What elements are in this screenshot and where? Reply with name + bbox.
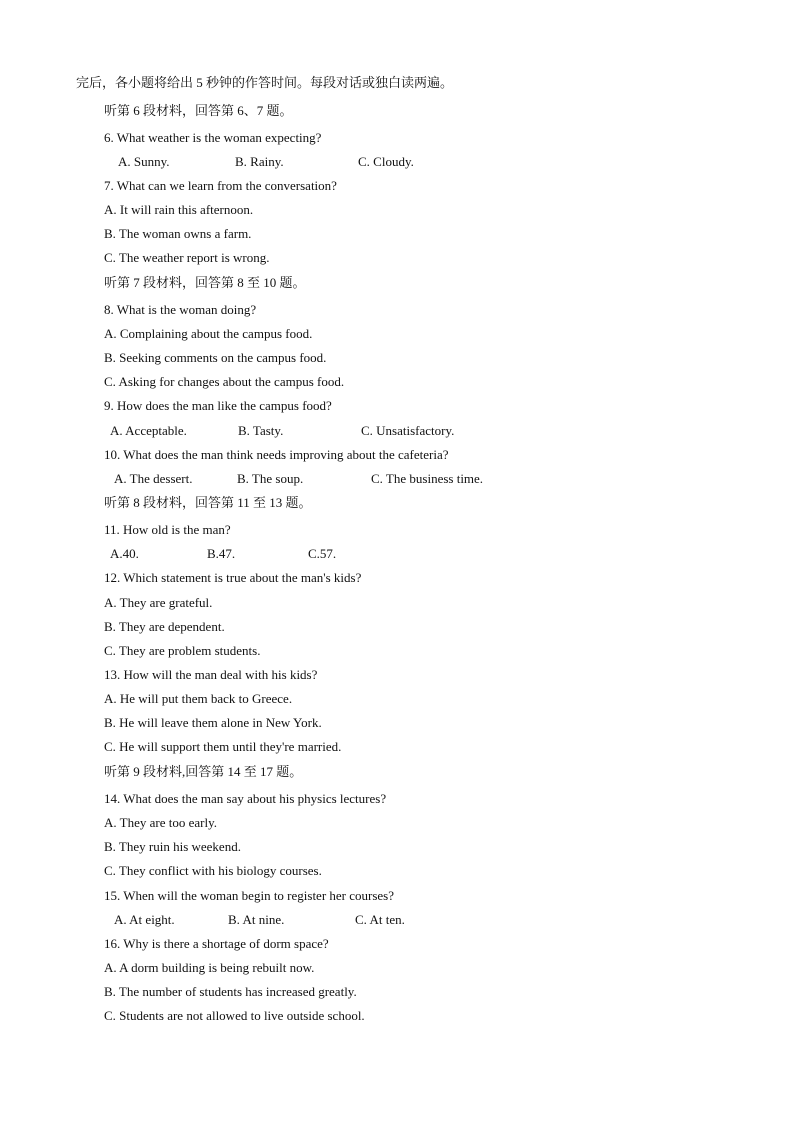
question-11: 11. How old is the man? (104, 522, 231, 537)
section-heading-7: 听第 7 段材料，回答第 8 至 10 题。 (104, 275, 306, 290)
q9-option-a: A. Acceptable. (110, 423, 187, 438)
question-13: 13. How will the man deal with his kids? (104, 667, 318, 682)
section-heading-8: 听第 8 段材料，回答第 11 至 13 题。 (104, 495, 312, 510)
question-14: 14. What does the man say about his physics lectures? (104, 791, 387, 806)
section-heading-9: 听第 9 段材料,回答第 14 至 17 题。 (104, 764, 303, 779)
q16-option-c: C. Students are not allowed to live outside school. (104, 1008, 365, 1023)
q12-option-a: A. They are grateful. (104, 595, 213, 610)
q7-option-a: A. It will rain this afternoon. (104, 202, 254, 217)
q14-option-c: C. They conflict with his biology courses. (104, 863, 322, 878)
question-8: 8. What is the woman doing? (104, 302, 257, 317)
question-9: 9. How does the man like the campus food? (104, 398, 332, 413)
q15-option-a: A. At eight. (114, 912, 175, 927)
question-6: 6. What weather is the woman expecting? (104, 130, 322, 145)
q8-option-c: C. Asking for changes about the campus food. (104, 374, 345, 389)
q16-option-a: A. A dorm building is being rebuilt now. (104, 960, 315, 975)
question-12: 12. Which statement is true about the man's kids? (104, 570, 362, 585)
q13-option-b: B. He will leave them alone in New York. (104, 715, 322, 730)
question-7: 7. What can we learn from the conversation? (104, 178, 337, 193)
q13-option-a: A. He will put them back to Greece. (104, 691, 293, 706)
question-16: 16. Why is there a shortage of dorm space? (104, 936, 329, 951)
q11-option-c: C.57. (308, 546, 337, 561)
q13-option-c: C. He will support them until they're married. (104, 739, 342, 754)
q9-option-b: B. Tasty. (238, 423, 284, 438)
q10-option-c: C. The business time. (371, 471, 484, 486)
q7-option-c: C. The weather report is wrong. (104, 250, 270, 265)
q6-option-c: C. Cloudy. (358, 154, 414, 169)
q11-option-b: B.47. (207, 546, 236, 561)
q8-option-a: A. Complaining about the campus food. (104, 326, 313, 341)
q9-option-c: C. Unsatisfactory. (361, 423, 455, 438)
q12-option-c: C. They are problem students. (104, 643, 261, 658)
q6-option-a: A. Sunny. (118, 154, 170, 169)
q12-option-b: B. They are dependent. (104, 619, 225, 634)
instructions-text: 完后，各小题将给出 5 秒钟的作答时间。每段对话或独白读两遍。 (76, 75, 454, 90)
question-15: 15. When will the woman begin to register her courses? (104, 888, 395, 903)
q14-option-a: A. They are too early. (104, 815, 217, 830)
q11-option-a: A.40. (110, 546, 139, 561)
q6-option-b: B. Rainy. (235, 154, 284, 169)
q15-option-c: C. At ten. (355, 912, 405, 927)
q10-option-a: A. The dessert. (114, 471, 193, 486)
question-10: 10. What does the man think needs improving about the cafeteria? (104, 447, 449, 462)
q16-option-b: B. The number of students has increased greatly. (104, 984, 357, 999)
q7-option-b: B. The woman owns a farm. (104, 226, 252, 241)
q10-option-b: B. The soup. (237, 471, 304, 486)
q14-option-b: B. They ruin his weekend. (104, 839, 241, 854)
q15-option-b: B. At nine. (228, 912, 285, 927)
section-heading-6: 听第 6 段材料，回答第 6、7 题。 (104, 103, 293, 118)
q8-option-b: B. Seeking comments on the campus food. (104, 350, 327, 365)
